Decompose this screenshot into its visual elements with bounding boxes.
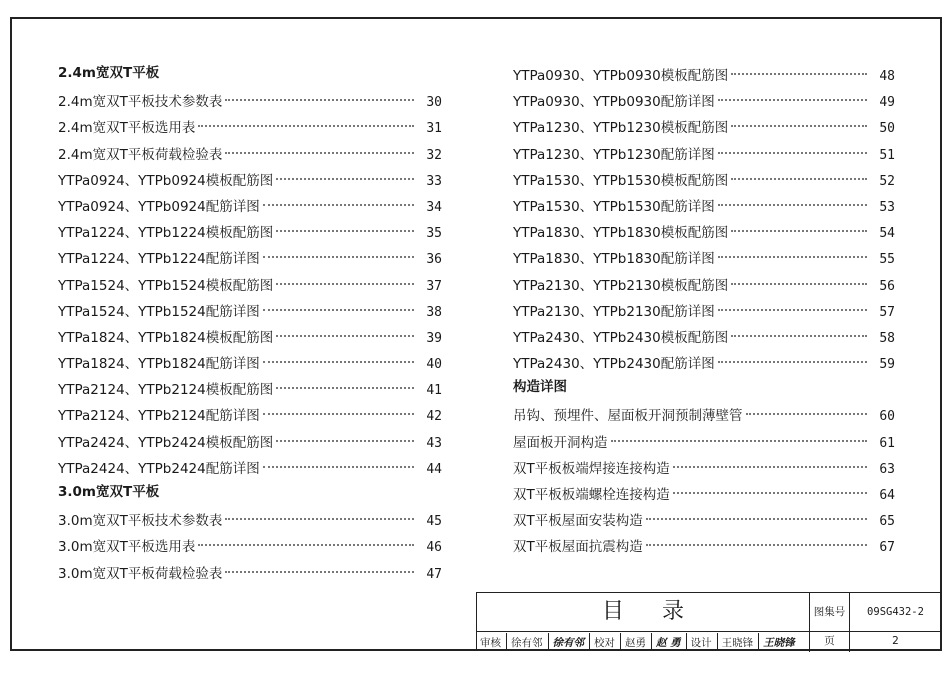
toc-entry-title: YTPa1830、YTPb1830模板配筋图 bbox=[513, 225, 729, 242]
toc-entry-page: 67 bbox=[879, 540, 895, 556]
toc-entry-page: 60 bbox=[879, 409, 895, 425]
dot-leader bbox=[718, 238, 867, 258]
toc-entry-title: YTPa1824、YTPb1824配筋详图 bbox=[58, 356, 260, 373]
toc-entry-page: 36 bbox=[426, 252, 442, 268]
toc-entry-page: 38 bbox=[426, 304, 442, 320]
toc-entry-title: YTPa2130、YTPb2130模板配筋图 bbox=[513, 277, 729, 294]
toc-entry-page: 35 bbox=[426, 226, 442, 242]
toc-entry-title: 2.4m宽双T平板荷载检验表 bbox=[58, 146, 223, 163]
dot-leader bbox=[263, 343, 414, 363]
toc-entry-page: 58 bbox=[879, 330, 895, 346]
toc-entry-page: 44 bbox=[426, 461, 442, 477]
signature-row bbox=[477, 632, 810, 652]
dot-leader bbox=[731, 212, 867, 232]
toc-entry-page: 42 bbox=[426, 409, 442, 425]
toc-entry-title: YTPa0924、YTPb0924配筋详图 bbox=[58, 198, 260, 215]
toc-entry-title: 2.4m宽双T平板选用表 bbox=[58, 120, 196, 137]
designer-name: 王晓锋 bbox=[721, 636, 754, 649]
toc-entry-page: 30 bbox=[426, 95, 442, 111]
dot-leader bbox=[276, 160, 414, 180]
toc-entry-title: 吊钩、预埋件、屋面板开洞预制薄壁管 bbox=[513, 408, 743, 425]
toc-entry-page: 41 bbox=[426, 383, 442, 399]
dot-leader bbox=[731, 160, 867, 180]
dot-leader bbox=[225, 134, 414, 154]
page-label: 页 bbox=[810, 632, 850, 652]
dot-leader bbox=[731, 107, 867, 127]
title-block bbox=[476, 592, 942, 651]
toc-entry-page: 43 bbox=[426, 435, 442, 451]
title-block-title: 目录 bbox=[477, 593, 810, 632]
toc-entry-page: 56 bbox=[879, 278, 895, 294]
toc-entry-title: YTPa1230、YTPb1230配筋详图 bbox=[513, 146, 715, 163]
toc-entry-title: YTPa0930、YTPb0930模板配筋图 bbox=[513, 68, 729, 84]
toc-entry bbox=[58, 453, 442, 479]
toc-entry-title: 3.0m宽双T平板荷载检验表 bbox=[58, 565, 223, 582]
toc-entry-page: 64 bbox=[879, 488, 895, 503]
toc-entry-page: 48 bbox=[879, 69, 895, 84]
dot-leader bbox=[646, 500, 867, 520]
toc-entry-title: YTPa2424、YTPb2424配筋详图 bbox=[58, 460, 260, 477]
dot-leader bbox=[263, 238, 414, 258]
toc-entry-page: 52 bbox=[879, 173, 895, 189]
toc-entry-title: YTPa1530、YTPb1530模板配筋图 bbox=[513, 172, 729, 189]
dot-leader bbox=[263, 395, 414, 415]
dot-leader bbox=[225, 500, 414, 520]
toc-entry-page: 61 bbox=[879, 435, 895, 451]
toc-entry-title: YTPa1524、YTPb1524模板配筋图 bbox=[58, 277, 274, 294]
toc-entry-title: 双T平板板端螺栓连接构造 bbox=[513, 487, 670, 503]
toc-entry bbox=[58, 558, 442, 584]
dot-leader bbox=[646, 526, 867, 546]
toc-entry-title: YTPa1224、YTPb1224配筋详图 bbox=[58, 251, 260, 268]
toc-entry-page: 51 bbox=[879, 147, 895, 163]
atlas-number: 09SG432-2 bbox=[850, 593, 941, 632]
dot-leader bbox=[263, 186, 414, 206]
toc-entry-title: 3.0m宽双T平板选用表 bbox=[58, 539, 196, 556]
toc-entry-title: YTPa1830、YTPb1830配筋详图 bbox=[513, 251, 715, 268]
checker-name: 赵勇 bbox=[625, 636, 646, 649]
dot-leader bbox=[718, 186, 867, 206]
dot-leader bbox=[731, 317, 867, 337]
dot-leader bbox=[718, 81, 867, 101]
dot-leader bbox=[731, 55, 867, 75]
toc-entry-title: YTPa1224、YTPb1224模板配筋图 bbox=[58, 225, 274, 242]
atlas-number-label: 图集号 bbox=[810, 593, 850, 632]
toc-entry-title: YTPa1230、YTPb1230模板配筋图 bbox=[513, 120, 729, 137]
toc-entry-page: 57 bbox=[879, 304, 895, 320]
toc-entry-page: 59 bbox=[879, 357, 895, 373]
dot-leader bbox=[611, 422, 868, 442]
checker-signature: 赵 勇 bbox=[656, 636, 681, 649]
dot-leader bbox=[263, 291, 414, 311]
review-label: 审核 bbox=[480, 636, 501, 649]
dot-leader bbox=[718, 343, 867, 363]
toc-entry-page: 39 bbox=[426, 330, 442, 346]
toc-entry-title: 双T平板板端焊接连接构造 bbox=[513, 460, 670, 477]
page-number: 2 bbox=[892, 635, 899, 647]
toc-entry-page: 55 bbox=[879, 252, 895, 268]
check-label: 校对 bbox=[594, 636, 615, 649]
toc-entry-title: YTPa2130、YTPb2130配筋详图 bbox=[513, 303, 715, 320]
toc-entry-title: YTPa1824、YTPb1824模板配筋图 bbox=[58, 329, 274, 346]
toc-entry-page: 50 bbox=[879, 121, 895, 137]
toc-entry-page: 37 bbox=[426, 278, 442, 294]
toc-entry-page: 49 bbox=[879, 95, 895, 111]
design-label: 设计 bbox=[690, 636, 712, 649]
dot-leader bbox=[198, 107, 414, 127]
dot-leader bbox=[276, 265, 414, 285]
toc-entry-title: 3.0m宽双T平板 bbox=[58, 484, 160, 500]
dot-leader bbox=[225, 553, 414, 573]
toc-entry-title: YTPa2430、YTPb2430配筋详图 bbox=[513, 356, 715, 373]
toc-entry bbox=[513, 348, 895, 374]
toc-entry-page: 46 bbox=[426, 540, 442, 556]
dot-leader bbox=[225, 81, 414, 101]
dot-leader bbox=[731, 265, 867, 285]
toc-entry-title: 2.4m宽双T平板 bbox=[58, 65, 160, 81]
toc-entry-title: YTPa0930、YTPb0930配筋详图 bbox=[513, 94, 715, 111]
dot-leader bbox=[718, 134, 867, 154]
dot-leader bbox=[276, 422, 414, 442]
toc-entry-title: YTPa2424、YTPb2424模板配筋图 bbox=[58, 434, 274, 451]
dot-leader bbox=[198, 526, 414, 546]
toc-entry-title: 双T平板屋面抗震构造 bbox=[513, 539, 643, 556]
toc-entry-title: YTPa0924、YTPb0924模板配筋图 bbox=[58, 172, 274, 189]
toc-entry-title: 双T平板屋面安装构造 bbox=[513, 513, 643, 530]
toc-entry-title: YTPa1524、YTPb1524配筋详图 bbox=[58, 303, 260, 320]
toc-entry-page: 45 bbox=[426, 514, 442, 530]
toc-entry-title: 2.4m宽双T平板技术参数表 bbox=[58, 94, 223, 111]
toc-left-column bbox=[58, 60, 442, 584]
dot-leader bbox=[276, 317, 414, 337]
dot-leader bbox=[673, 474, 867, 494]
toc-entry-page: 63 bbox=[879, 461, 895, 477]
toc-entry bbox=[513, 531, 895, 557]
toc-entry-title: 3.0m宽双T平板技术参数表 bbox=[58, 513, 223, 530]
toc-entry-page: 31 bbox=[426, 121, 442, 137]
toc-entry-page: 54 bbox=[879, 226, 895, 242]
toc-entry-page: 33 bbox=[426, 173, 442, 189]
toc-entry-page: 53 bbox=[879, 199, 895, 215]
toc-entry-title: YTPa2430、YTPb2430模板配筋图 bbox=[513, 329, 729, 346]
toc-entry-page: 40 bbox=[426, 357, 442, 373]
dot-leader bbox=[673, 448, 867, 468]
dot-leader bbox=[276, 212, 414, 232]
dot-leader bbox=[263, 448, 414, 468]
toc-entry-page: 47 bbox=[426, 566, 442, 582]
toc-entry-title: 构造详图 bbox=[513, 379, 567, 396]
dot-leader bbox=[718, 291, 867, 311]
dot-leader bbox=[746, 395, 868, 415]
designer-signature: 王晓锋 bbox=[763, 636, 795, 649]
toc-entry-title: YTPa1530、YTPb1530配筋详图 bbox=[513, 198, 715, 215]
dot-leader bbox=[276, 369, 414, 389]
toc-entry-page: 34 bbox=[426, 199, 442, 215]
reviewer-name: 徐有邻 bbox=[511, 636, 543, 649]
toc-entry-page: 32 bbox=[426, 147, 442, 163]
toc-entry-title: 屋面板开洞构造 bbox=[513, 434, 608, 451]
toc-entry-title: YTPa2124、YTPb2124模板配筋图 bbox=[58, 382, 274, 399]
toc-right-column bbox=[513, 60, 895, 558]
toc-entry-title: YTPa2124、YTPb2124配筋详图 bbox=[58, 408, 260, 425]
reviewer-signature: 徐有邻 bbox=[552, 636, 584, 649]
toc-entry-page: 65 bbox=[879, 514, 895, 530]
